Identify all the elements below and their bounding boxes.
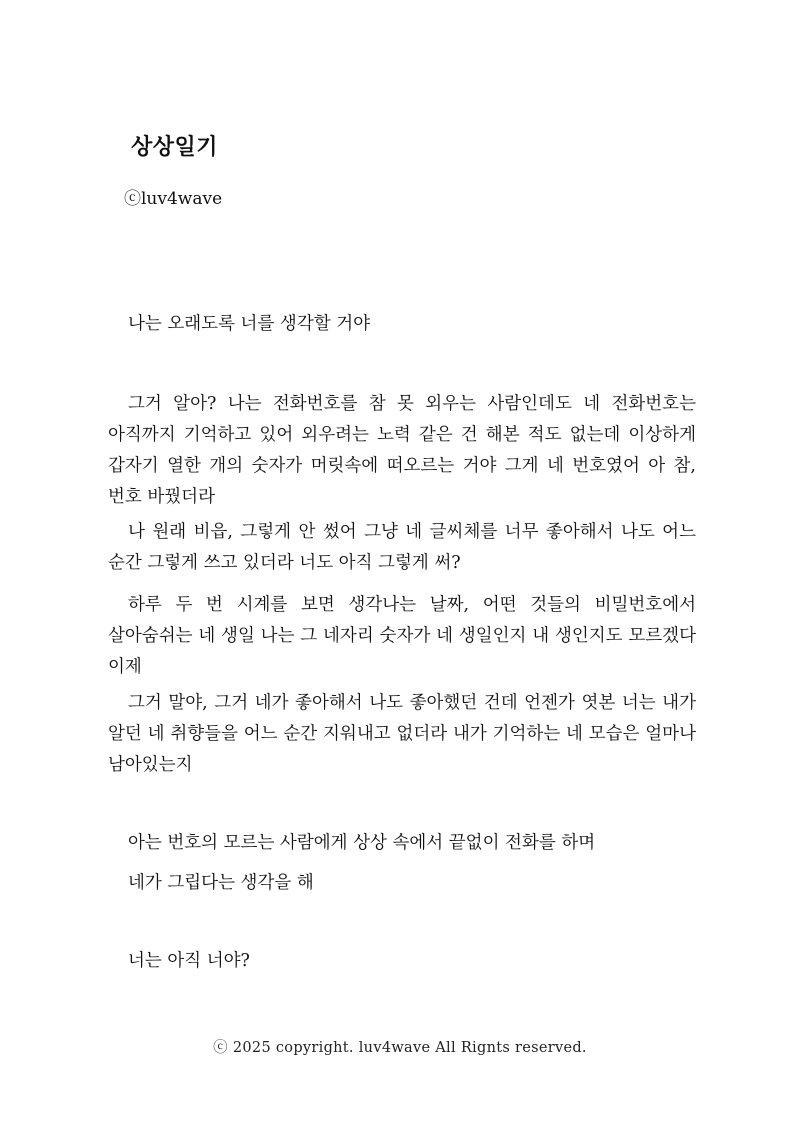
copyright-footer: ⓒ 2025 copyright. luv4wave All Rignts reserved. bbox=[213, 1040, 587, 1056]
call-line: 아는 번호의 모르는 사람에게 상상 속에서 끝없이 전화를 하며 bbox=[128, 833, 596, 853]
author-credit: ⓒluv4wave bbox=[124, 189, 223, 209]
paragraph-tastes: 그거 말야, 그거 네가 좋아해서 나도 좋아했던 건데 언젠가 엿본 너는 내가 알던 네 취향들을 어느 순간 지워내고 없더라 내가 기억하는 네 모습은 얼마나 남아있는지 bbox=[108, 693, 696, 775]
opening-line: 나는 오래도록 너를 생각할 거야 bbox=[128, 314, 371, 334]
question-line: 너는 아직 너야? bbox=[128, 951, 250, 971]
miss-line: 네가 그립다는 생각을 해 bbox=[128, 873, 314, 893]
paragraph-phone-number: 그거 알아? 나는 전화번호를 참 못 외우는 사람인데도 네 전화번호는 아직까지 기억하고 있어 외우려는 노력 같은 건 해본 적도 없는데 이상하게 갑자기 열한 개의 숫자가 머릿속에 떠오르는 거야 그게 네 번호였어 아 참, 번호 바꿨더라 bbox=[108, 394, 696, 507]
paragraph-handwriting: 나 원래 비읍, 그렇게 안 썼어 그냥 네 글씨체를 너무 좋아해서 나도 어느 순간 그렇게 쓰고 있더라 너도 아직 그렇게 써? bbox=[108, 522, 696, 573]
document-title: 상상일기 bbox=[131, 134, 219, 160]
paragraph-birthday: 하루 두 번 시계를 보면 생각나는 날짜, 어떤 것들의 비밀번호에서 살아숨쉬는 네 생일 나는 그 네자리 숫자가 네 생일인지 내 생인지도 모르겠다 이제 bbox=[108, 595, 696, 677]
